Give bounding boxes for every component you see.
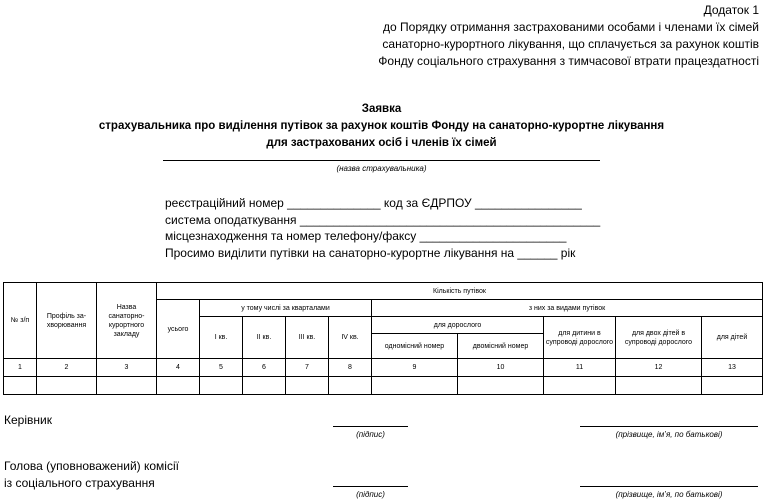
header-q1: I кв. [200, 317, 243, 359]
header-child-with-adult: для дитини в супроводі дорослого [544, 317, 616, 359]
name-caption: (прізвище, ім’я, по батькові) [615, 430, 723, 439]
title-line: страхувальника про виділення путівок за рахунок коштів Фонду на санаторно-курортне лікування [98, 120, 665, 132]
chair-label [4, 458, 179, 492]
signature-caption: (підпис) [356, 430, 385, 439]
column-number: 6 [243, 359, 286, 377]
column-number-row [4, 359, 763, 377]
data-cell[interactable] [37, 377, 97, 395]
chair-name-line[interactable] [580, 486, 758, 487]
appendix-number: Додаток 1 [703, 3, 759, 17]
insurer-name-line[interactable] [163, 160, 600, 161]
chair-signature-line[interactable] [333, 486, 408, 487]
column-number: 11 [544, 359, 616, 377]
head-signature-line[interactable] [333, 426, 408, 427]
data-cell[interactable] [616, 377, 702, 395]
header-types: з них за видами путівок [372, 300, 763, 317]
appendix-line: до Порядку отримання застрахованими особами і членами їх сімей [383, 20, 759, 34]
vouchers-table [3, 282, 763, 395]
name-caption: (прізвище, ім’я, по батькові) [615, 490, 723, 499]
data-cell[interactable] [702, 377, 763, 395]
column-number: 7 [286, 359, 329, 377]
header-q4: IV кв. [329, 317, 372, 359]
header-count: Кількість путівок [157, 283, 763, 300]
column-number: 3 [97, 359, 157, 377]
header-total: усього [157, 300, 200, 359]
column-number: 2 [37, 359, 97, 377]
header-adult: для дорослого [372, 317, 544, 334]
column-number: 12 [616, 359, 702, 377]
column-number: 13 [702, 359, 763, 377]
location-field[interactable]: місцезнаходження та номер телефону/факсу ______________________ [165, 229, 567, 243]
data-cell[interactable] [286, 377, 329, 395]
column-number: 10 [458, 359, 544, 377]
header-no: № з/п [4, 283, 37, 359]
head-label: Керівник [4, 413, 52, 427]
column-number: 8 [329, 359, 372, 377]
data-cell[interactable] [544, 377, 616, 395]
appendix-line: Фонду соціального страхування з тимчасової втрати працездатності [378, 54, 759, 68]
header-sanatorium: Назва санаторно-курортного закладу [97, 283, 157, 359]
tax-system-field[interactable]: система оподаткування _____________________________________________ [165, 213, 601, 227]
data-cell[interactable] [372, 377, 458, 395]
data-cell[interactable] [157, 377, 200, 395]
data-cell[interactable] [97, 377, 157, 395]
insurer-name-caption: (назва страхувальника) [336, 164, 427, 173]
header-q3: III кв. [286, 317, 329, 359]
document-title [0, 101, 763, 152]
data-cell[interactable] [4, 377, 37, 395]
data-cell[interactable] [329, 377, 372, 395]
header-double-room: двомісний номер [458, 334, 544, 359]
column-number: 9 [372, 359, 458, 377]
header-q2: II кв. [243, 317, 286, 359]
column-number: 4 [157, 359, 200, 377]
column-number: 1 [4, 359, 37, 377]
data-cell[interactable] [243, 377, 286, 395]
data-cell[interactable] [458, 377, 544, 395]
header-single-room: одномісний номер [372, 334, 458, 359]
appendix-header [378, 2, 759, 70]
title-line: Заявка [361, 103, 402, 115]
signature-caption: (підпис) [356, 490, 385, 499]
chair-label-line: із соціального страхування [4, 476, 155, 490]
appendix-line: санаторно-курортного лікування, що сплачується за рахунок коштів [382, 37, 759, 51]
table-row [4, 377, 763, 395]
header-two-children: для двох дітей в супроводі дорослого [616, 317, 702, 359]
header-profile: Профіль за-хворювання [37, 283, 97, 359]
reg-number-field[interactable]: реєстраційний номер ______________ код за ЄДРПОУ ________________ [165, 196, 582, 210]
column-number: 5 [200, 359, 243, 377]
chair-label-line: Голова (уповноважений) комісії [4, 459, 179, 473]
data-cell[interactable] [200, 377, 243, 395]
request-field[interactable]: Просимо виділити путівки на санаторно-курортне лікування на ______ рік [165, 246, 576, 260]
header-children: для дітей [702, 317, 763, 359]
header-quarters: у тому числі за кварталами [200, 300, 372, 317]
title-line: для застрахованих осіб і членів їх сімей [266, 137, 497, 149]
head-name-line[interactable] [580, 426, 758, 427]
